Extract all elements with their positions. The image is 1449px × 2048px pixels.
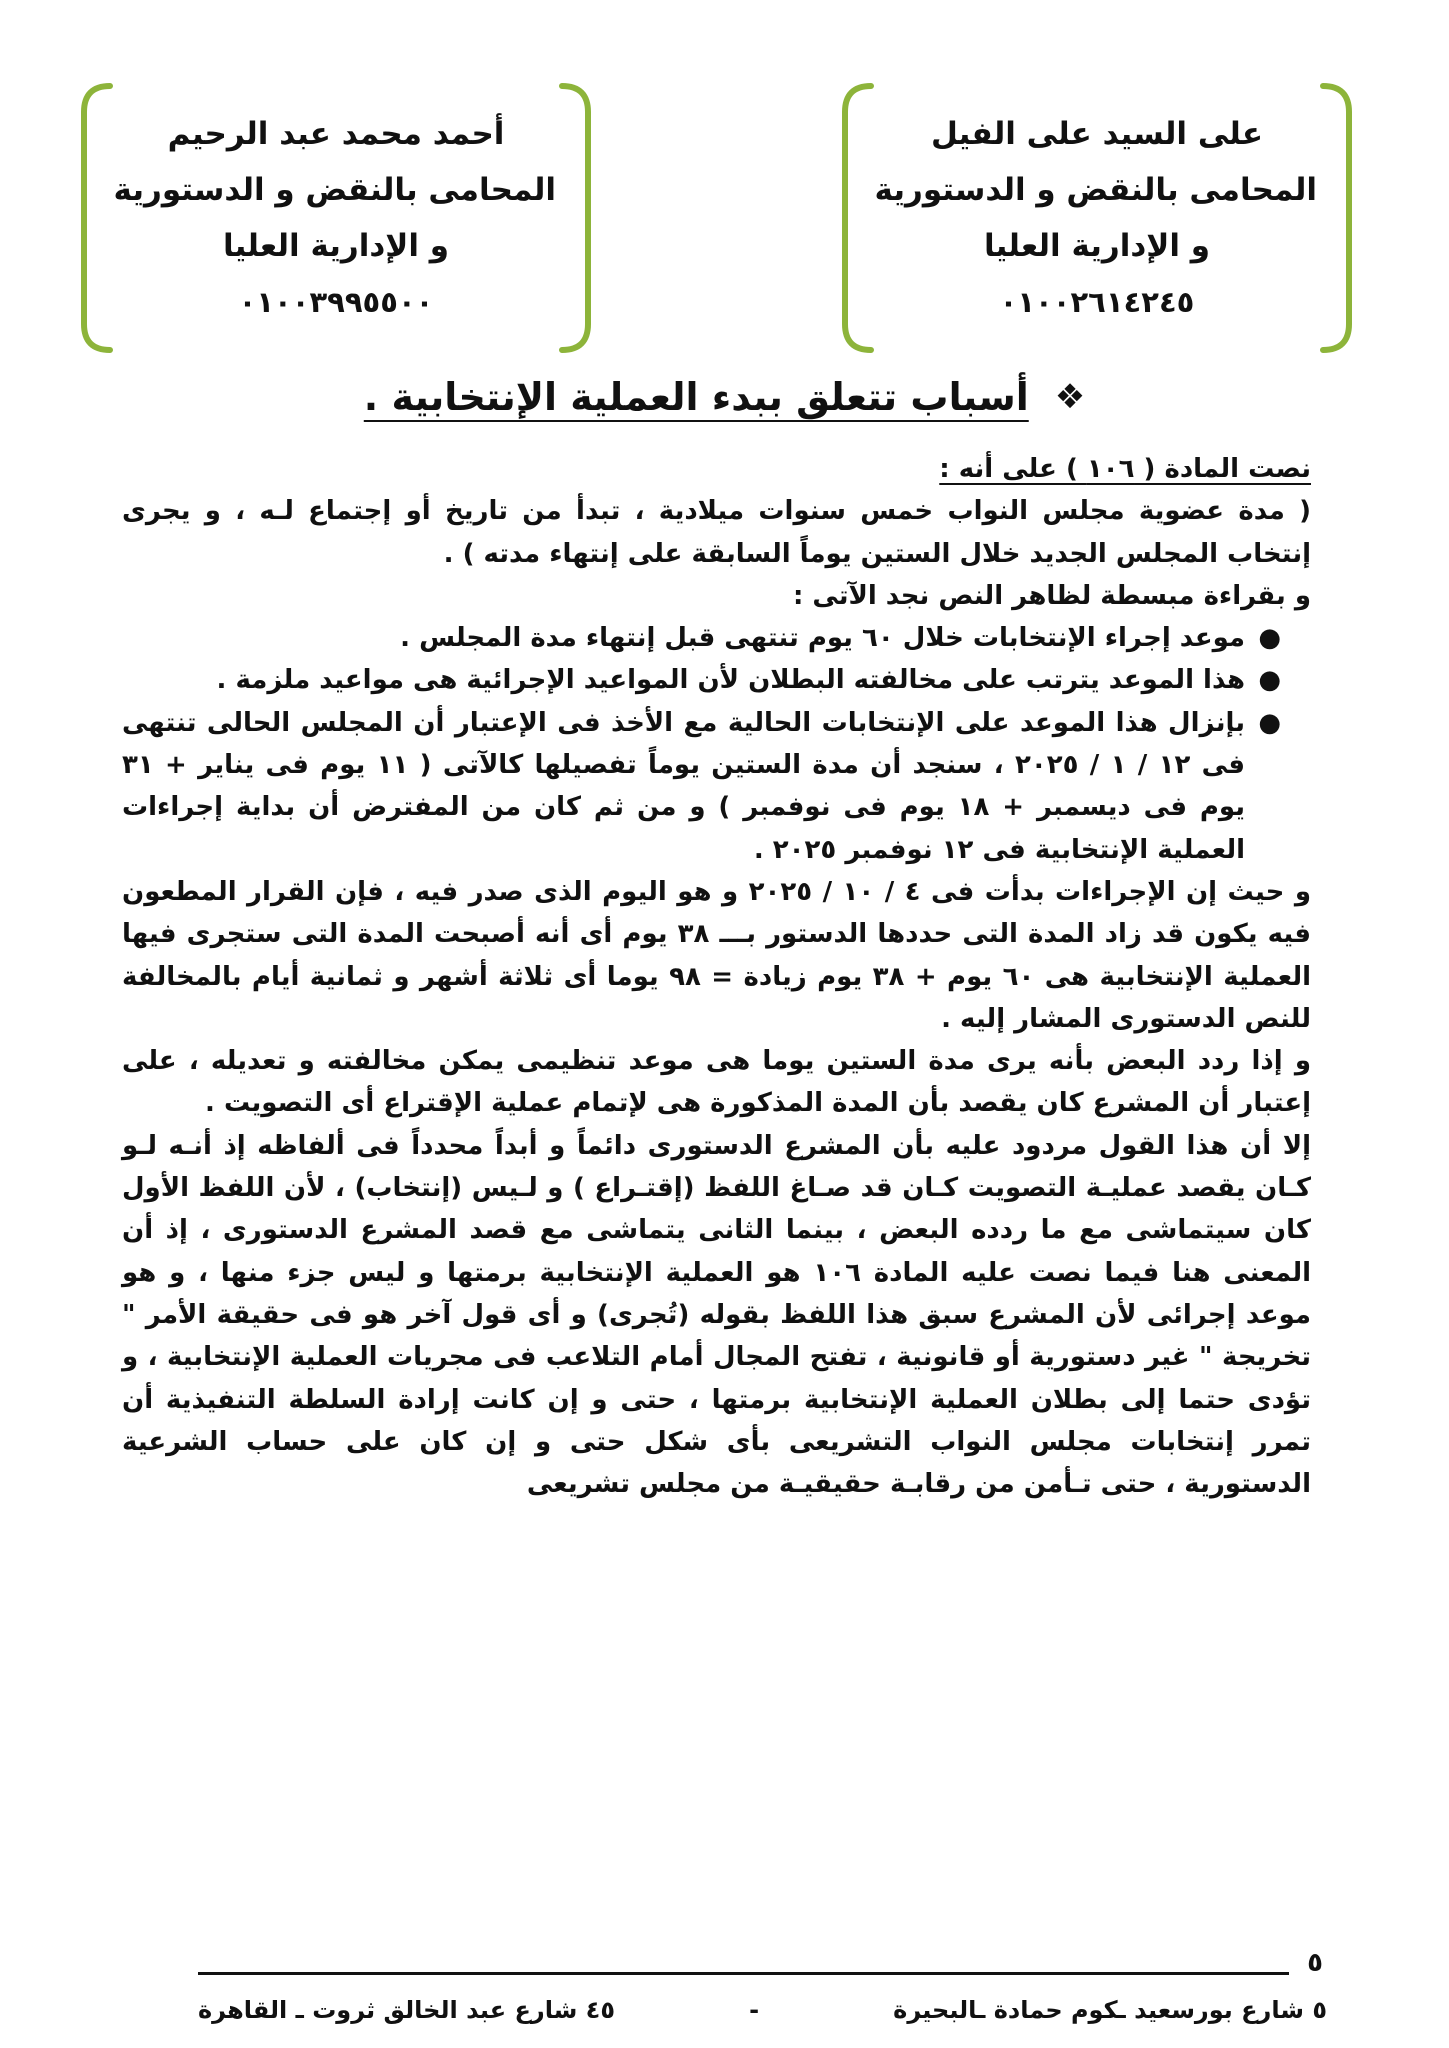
paragraph: و إذا ردد البعض بأنه يرى مدة الستين يوما هى موعد تنظيمى يمكن مخالفته و تعديله ، على إعتبار أن المشرع كان يقصد بأن المدة المذكورة هى لإتمام عملية الإقتراع أى التصويت .: [122, 1046, 1311, 1119]
bracket-right-decoration: [556, 82, 596, 354]
lawyer-court: و الإدارية العليا: [983, 228, 1211, 264]
lawyer-phone: ٠١٠٠٢٦١٤٢٤٥: [999, 285, 1195, 319]
list-item: ● هذا الموعد يترتب على مخالفته البطلان لأن المواعيد الإجرائية هى مواعيد ملزمة .: [122, 659, 1281, 701]
findings-list: [122, 617, 1311, 871]
footer-address-right: ٥ شارع بورسعيد ـكوم حمادة ـالبحيرة: [893, 1996, 1327, 2024]
lawyer-phone: ٠١٠٠٣٩٩٥٥٠٠: [238, 285, 434, 319]
bullet-dot-icon: ●: [1258, 623, 1281, 654]
lawyer-name: أحمد محمد عبد الرحيم: [167, 116, 505, 152]
footer-addresses: [198, 1990, 1327, 2030]
bullet-dot-icon: ●: [1258, 665, 1281, 696]
footer-separator: -: [749, 1996, 760, 2024]
lawyer-title: المحامى بالنقض و الدستورية: [113, 172, 556, 208]
lawyer-court: و الإدارية العليا: [222, 228, 450, 264]
lawyer-title: المحامى بالنقض و الدستورية: [874, 172, 1317, 208]
lawyer-name: على السيد على الفيل: [930, 116, 1264, 152]
bracket-left-decoration: [76, 82, 116, 354]
bracket-left-decoration: [837, 82, 877, 354]
lawyer-card-left: [76, 82, 596, 354]
diamond-bullet-icon: ❖: [1054, 377, 1086, 417]
footer-address-left: ٤٥ شارع عبد الخالق ثروت ـ القاهرة: [198, 1996, 615, 2024]
section-title: أسباب تتعلق ببدء العملية الإنتخابية .: [363, 375, 1029, 419]
list-item: ● موعد إجراء الإنتخابات خلال ٦٠ يوم تنتهى قبل إنتهاء مدة المجلس .: [122, 617, 1281, 659]
article-lead: نصت المادة ( ١٠٦ ) على أنه :: [939, 454, 1311, 484]
document-body: [122, 448, 1311, 1505]
bracket-right-decoration: [1317, 82, 1357, 354]
paragraph: و حيث إن الإجراءات بدأت فى ٤ / ١٠ / ٢٠٢٥ و هو اليوم الذى صدر فيه ، فإن القرار المطعون فيه يكون قد زاد المدة التى حددها الدستور بـــ ٣٨ يوم أى أنه أصبحت المدة التى ستجرى فيها العملية الإنتخابية هى ٦٠ يوم + ٣٨ يوم زيادة = ٩٨ يوما أى ثلاثة أشهر و ثمانية أيام بالمخالفة للنص الدستورى المشار إليه .: [122, 876, 1311, 1034]
page-number: ٥: [1307, 1948, 1323, 1978]
lawyer-card-right: [837, 82, 1357, 354]
article-quote: ( مدة عضوية مجلس النواب خمس سنوات ميلادية ، تبدأ من تاريخ أو إجتماع لـه ، و يجرى إنتخاب المجلس الجديد خلال الستين يوماً السابقة على إنتهاء مدته ) .: [122, 496, 1311, 569]
section-heading: [200, 362, 1249, 432]
intro-line: و بقراءة مبسطة لظاهر النص نجد الآتى :: [792, 580, 1311, 611]
footer-divider: [198, 1972, 1289, 1975]
list-item: ● بإنزال هذا الموعد على الإنتخابات الحالية مع الأخذ فى الإعتبار أن المجلس الحالى تنتهى فى ١٢ / ١ / ٢٠٢٥ ، سنجد أن مدة الستين يوماً تفصيلها كالآتى ( ١١ يوم فى يناير + ٣١ يوم فى ديسمبر + ١٨ يوم فى نوفمبر ) و من ثم كان من المفترض أن بداية إجراءات العملية الإنتخابية فى ١٢ نوفمبر ٢٠٢٥ .: [122, 702, 1281, 871]
bullet-dot-icon: ●: [1258, 707, 1281, 738]
paragraph: إلا أن هذا القول مردود عليه بأن المشرع الدستورى دائماً و أبداً محدداً فى ألفاظه إذ أنـه لـو كـان يقصد عمليـة التصويت كـان قد صـاغ اللفظ (إقتـراع ) و لـيس (إنتخاب) ، لأن اللفظ الأول كان سيتماشى مع ما ردده البعض ، بينما الثانى يتماشى مع قصد المشرع الدستورى ، إذ أن المعنى هنا فيما نصت عليه المادة ١٠٦ هو العملية الإنتخابية برمتها و ليس جزء منها ، و هو موعد إجرائى لأن المشرع سبق هذا اللفظ بقوله (تُجرى) و أى قول آخر هو فى حقيقة الأمر " تخريجة " غير دستورية أو قانونية ، تفتح المجال أمام التلاعب فى مجريات العملية الإنتخابية ، و تؤدى حتما إلى بطلان العملية الإنتخابية برمتها ، حتى و إن كانت إرادة السلطة التنفيذية أن تمرر إنتخابات مجلس النواب التشريعى بأى شكل حتى و إن كان على حساب الشرعية الدستورية ، حتى تـأمن من رقابـة حقيقيـة من مجلس تشريعى: [122, 1130, 1311, 1500]
